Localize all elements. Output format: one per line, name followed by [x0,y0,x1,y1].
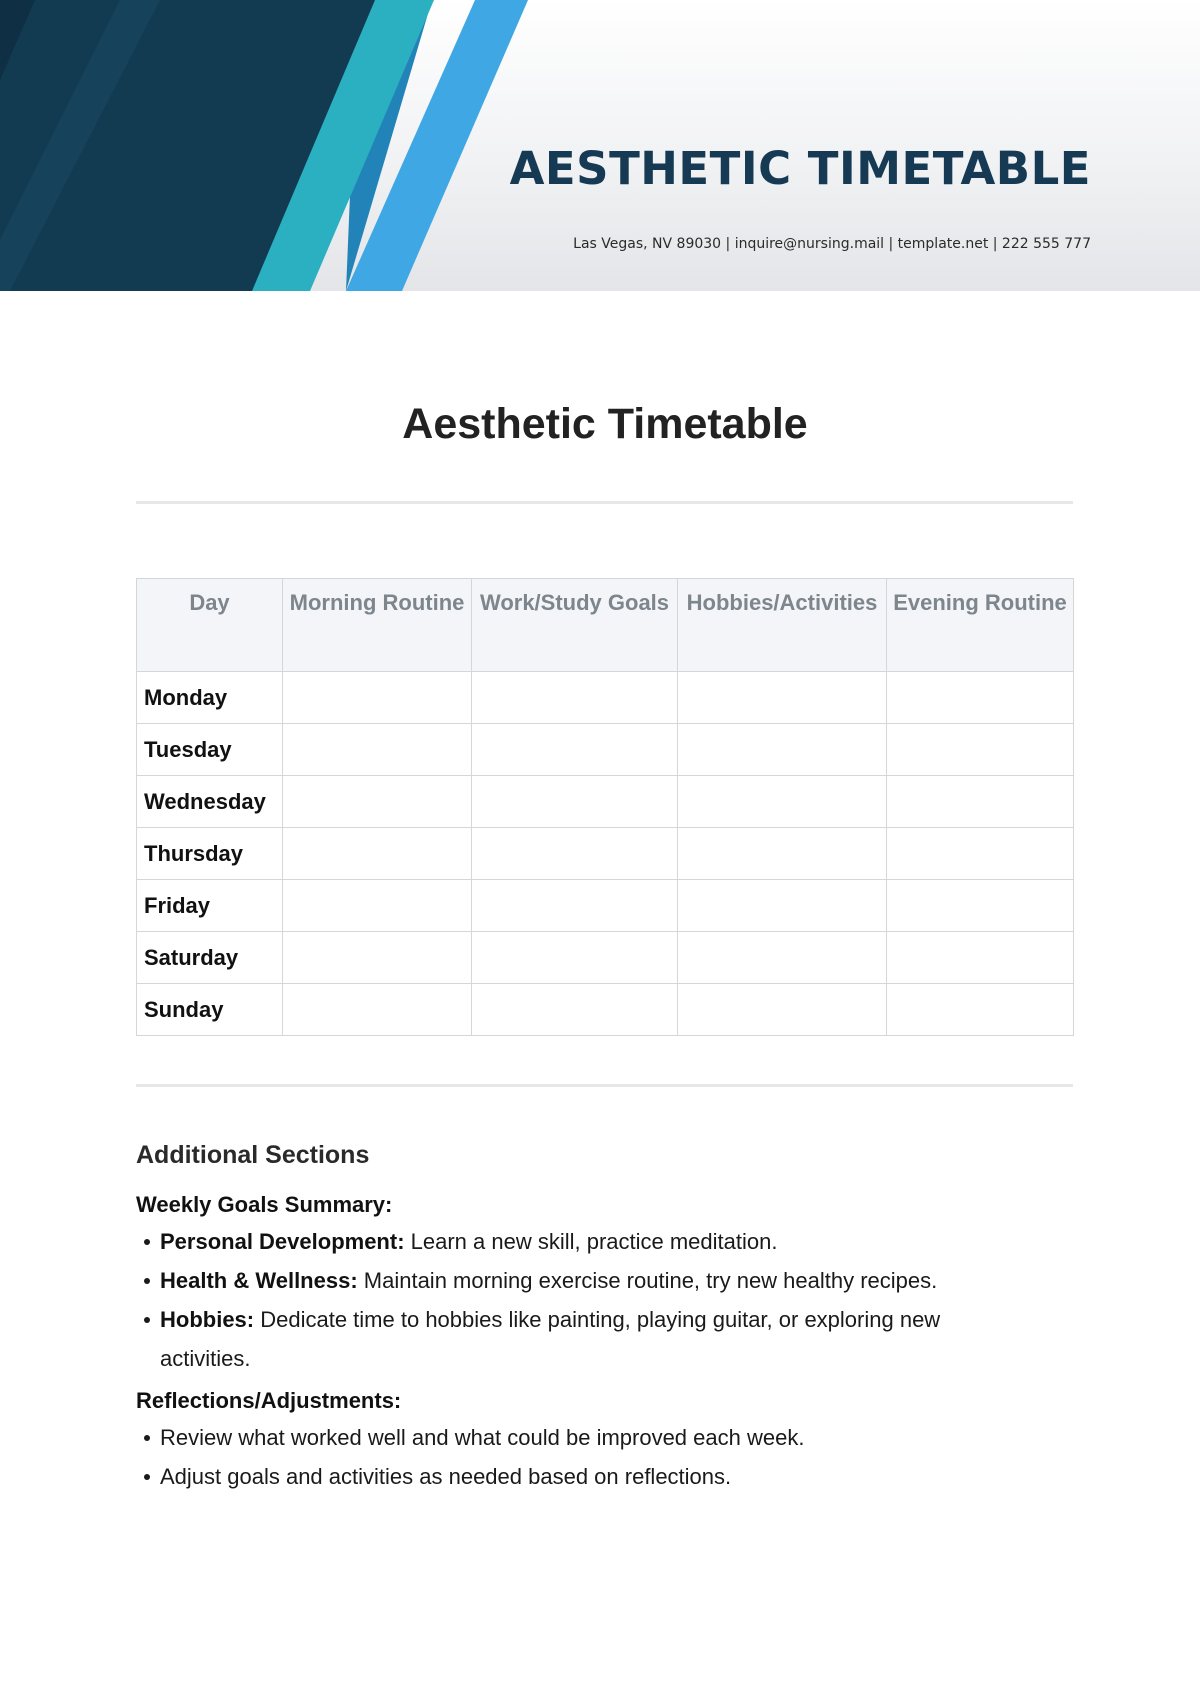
work-study-goals-cell[interactable] [472,828,678,880]
work-study-goals-cell[interactable] [472,776,678,828]
timetable [136,578,1074,1036]
morning-routine-cell[interactable] [283,672,472,724]
table-row [137,984,1074,1036]
weekly-goals-list [136,1222,1073,1378]
hobbies-activities-cell[interactable] [678,776,887,828]
table-row [137,932,1074,984]
list-item-text: Learn a new skill, practice meditation. [404,1229,778,1254]
hobbies-activities-cell[interactable] [678,932,887,984]
list-item-text: Dedicate time to hobbies like painting, playing guitar, or exploring new activities. [160,1307,941,1371]
column-header-day: Day [137,579,283,672]
morning-routine-cell[interactable] [283,932,472,984]
table-row [137,724,1074,776]
list-item-label: Health & Wellness: [160,1268,358,1293]
column-header-morning-routine: Morning Routine [283,579,472,672]
work-study-goals-cell[interactable] [472,984,678,1036]
evening-routine-cell[interactable] [887,880,1074,932]
evening-routine-cell[interactable] [887,984,1074,1036]
table-row [137,880,1074,932]
list-item [160,1261,1073,1300]
table-row [137,776,1074,828]
list-item: Review what worked well and what could be improved each week. [160,1418,1073,1457]
weekly-goals-heading: Weekly Goals Summary: [136,1192,393,1217]
additional-sections [136,1141,1073,1506]
column-header-hobbies-activities: Hobbies/Activities [678,579,887,672]
list-item-text: Maintain morning exercise routine, try new healthy recipes. [357,1268,938,1293]
hobbies-activities-cell[interactable] [678,880,887,932]
contact-info: Las Vegas, NV 89030 | inquire@nursing.mail | template.net | 222 555 777 [573,236,1091,252]
evening-routine-cell[interactable] [887,724,1074,776]
list-item [160,1300,1073,1378]
list-item [160,1222,1073,1261]
banner-title: AESTHETIC TIMETABLE [509,142,1091,195]
column-header-evening-routine: Evening Routine [887,579,1074,672]
header-banner [0,0,1200,291]
morning-routine-cell[interactable] [283,828,472,880]
work-study-goals-cell[interactable] [472,672,678,724]
divider-top [136,501,1073,504]
timetable-header-row [137,579,1074,672]
additional-sections-heading: Additional Sections [136,1141,370,1169]
list-item: Adjust goals and activities as needed based on reflections. [160,1457,1073,1496]
column-header-work-study-goals: Work/Study Goals [472,579,678,672]
morning-routine-cell[interactable] [283,776,472,828]
day-cell: Friday [137,880,283,932]
day-cell: Sunday [137,984,283,1036]
day-cell: Thursday [137,828,283,880]
list-item-label: Personal Development: [160,1229,405,1254]
table-row [137,828,1074,880]
reflections-heading: Reflections/Adjustments: [136,1388,402,1413]
hobbies-activities-cell[interactable] [678,672,887,724]
reflections-list [136,1418,1073,1496]
day-cell: Monday [137,672,283,724]
evening-routine-cell[interactable] [887,776,1074,828]
hobbies-activities-cell[interactable] [678,724,887,776]
evening-routine-cell[interactable] [887,932,1074,984]
morning-routine-cell[interactable] [283,724,472,776]
day-cell: Saturday [137,932,283,984]
day-cell: Tuesday [137,724,283,776]
table-row [137,672,1074,724]
divider-bottom [136,1084,1073,1087]
page-title: Aesthetic Timetable [402,400,808,448]
evening-routine-cell[interactable] [887,828,1074,880]
list-item-label: Hobbies: [160,1307,255,1332]
hobbies-activities-cell[interactable] [678,828,887,880]
morning-routine-cell[interactable] [283,880,472,932]
morning-routine-cell[interactable] [283,984,472,1036]
work-study-goals-cell[interactable] [472,724,678,776]
work-study-goals-cell[interactable] [472,932,678,984]
hobbies-activities-cell[interactable] [678,984,887,1036]
evening-routine-cell[interactable] [887,672,1074,724]
day-cell: Wednesday [137,776,283,828]
work-study-goals-cell[interactable] [472,880,678,932]
